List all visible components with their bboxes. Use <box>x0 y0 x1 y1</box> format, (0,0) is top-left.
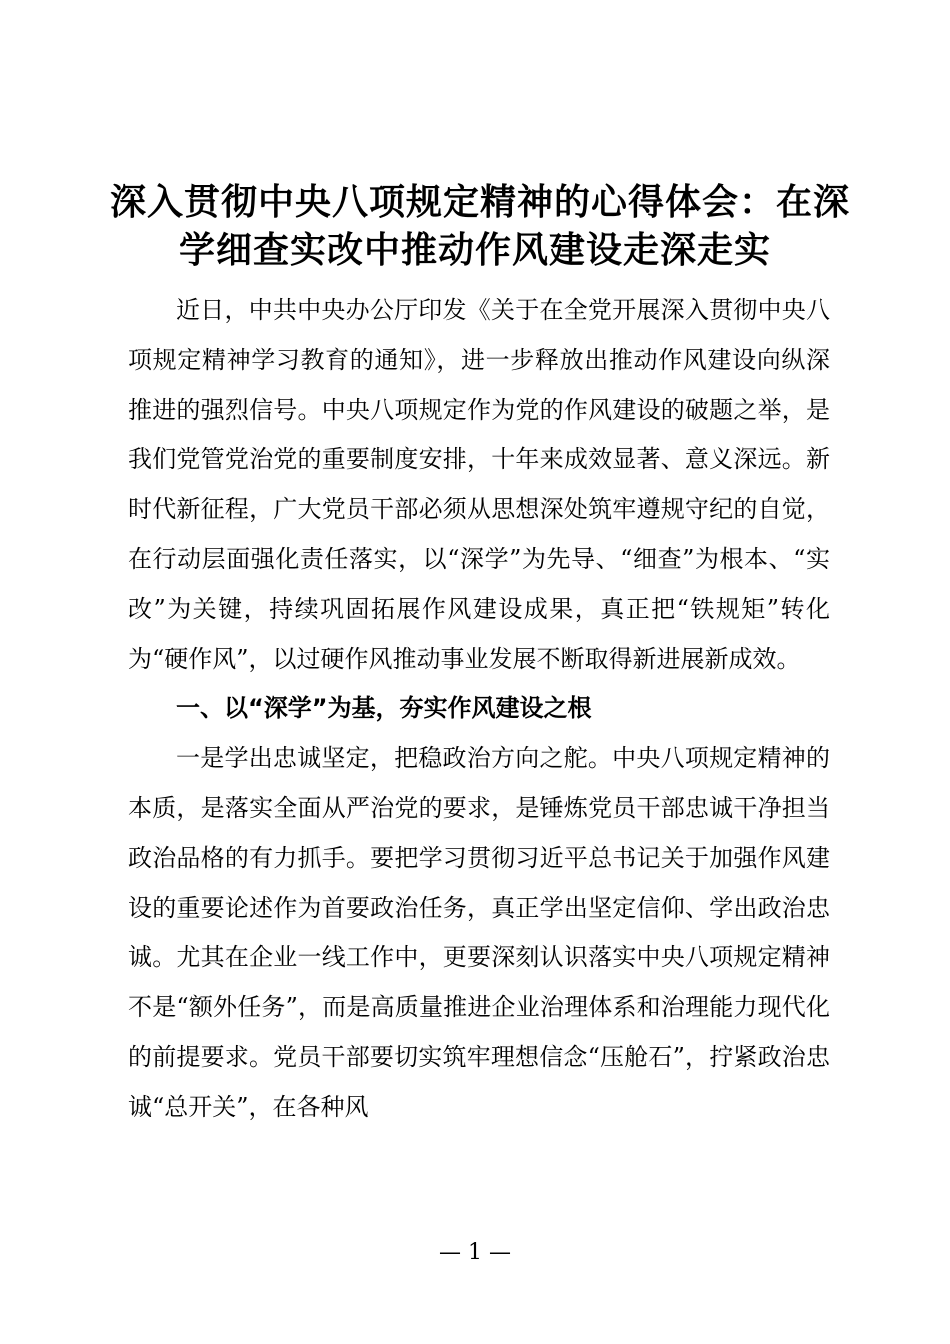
intro-paragraph: 近日，中共中央办公厅印发《关于在全党开展深入贯彻中央八项规定精神学习教育的通知》，进一步释放出推动作风建设向纵深推进的强烈信号。中央八项规定作为党的作风建设的破题之举，是我们党管党治党的重要制度安排，十年来成效显著、意义深远。新时代新征程，广大党员干部必须从思想深处筑牢遵规守纪的自觉，在行动层面强化责任落实，以“深学”为先导、“细查”为根本、“实改”为关键，持续巩固拓展作风建设成果，真正把“铁规矩”转化为“硬作风”，以过硬作风推动事业发展不断取得新进展新成效。 <box>128 296 830 673</box>
document-body <box>128 286 830 1133</box>
section-paragraph: 一是学出忠诚坚定，把稳政治方向之舵。中央八项规定精神的本质，是落实全面从严治党的要求，是锤炼党员干部忠诚干净担当政治品格的有力抓手。要把学习贯彻习近平总书记关于加强作风建设的重要论述作为首要政治任务，真正学出坚定信仰、学出政治忠诚。尤其在企业一线工作中，更要深刻认识落实中央八项规定精神不是“额外任务”，而是高质量推进企业治理体系和治理能力现代化的前提要求。党员干部要切实筑牢理想信念“压舱石”，拧紧政治忠诚“总开关”，在各种风 <box>128 744 830 1121</box>
title-line-2: 学细查实改中推动作风建设走深走实 <box>178 229 771 271</box>
page-number: — 1 — <box>439 1240 511 1265</box>
section-heading: 一、以“深学”为基，夯实作风建设之根 <box>176 694 592 723</box>
document-title <box>110 178 851 274</box>
title-line-1: 深入贯彻中央八项规定精神的心得体会：在深 <box>110 181 851 223</box>
